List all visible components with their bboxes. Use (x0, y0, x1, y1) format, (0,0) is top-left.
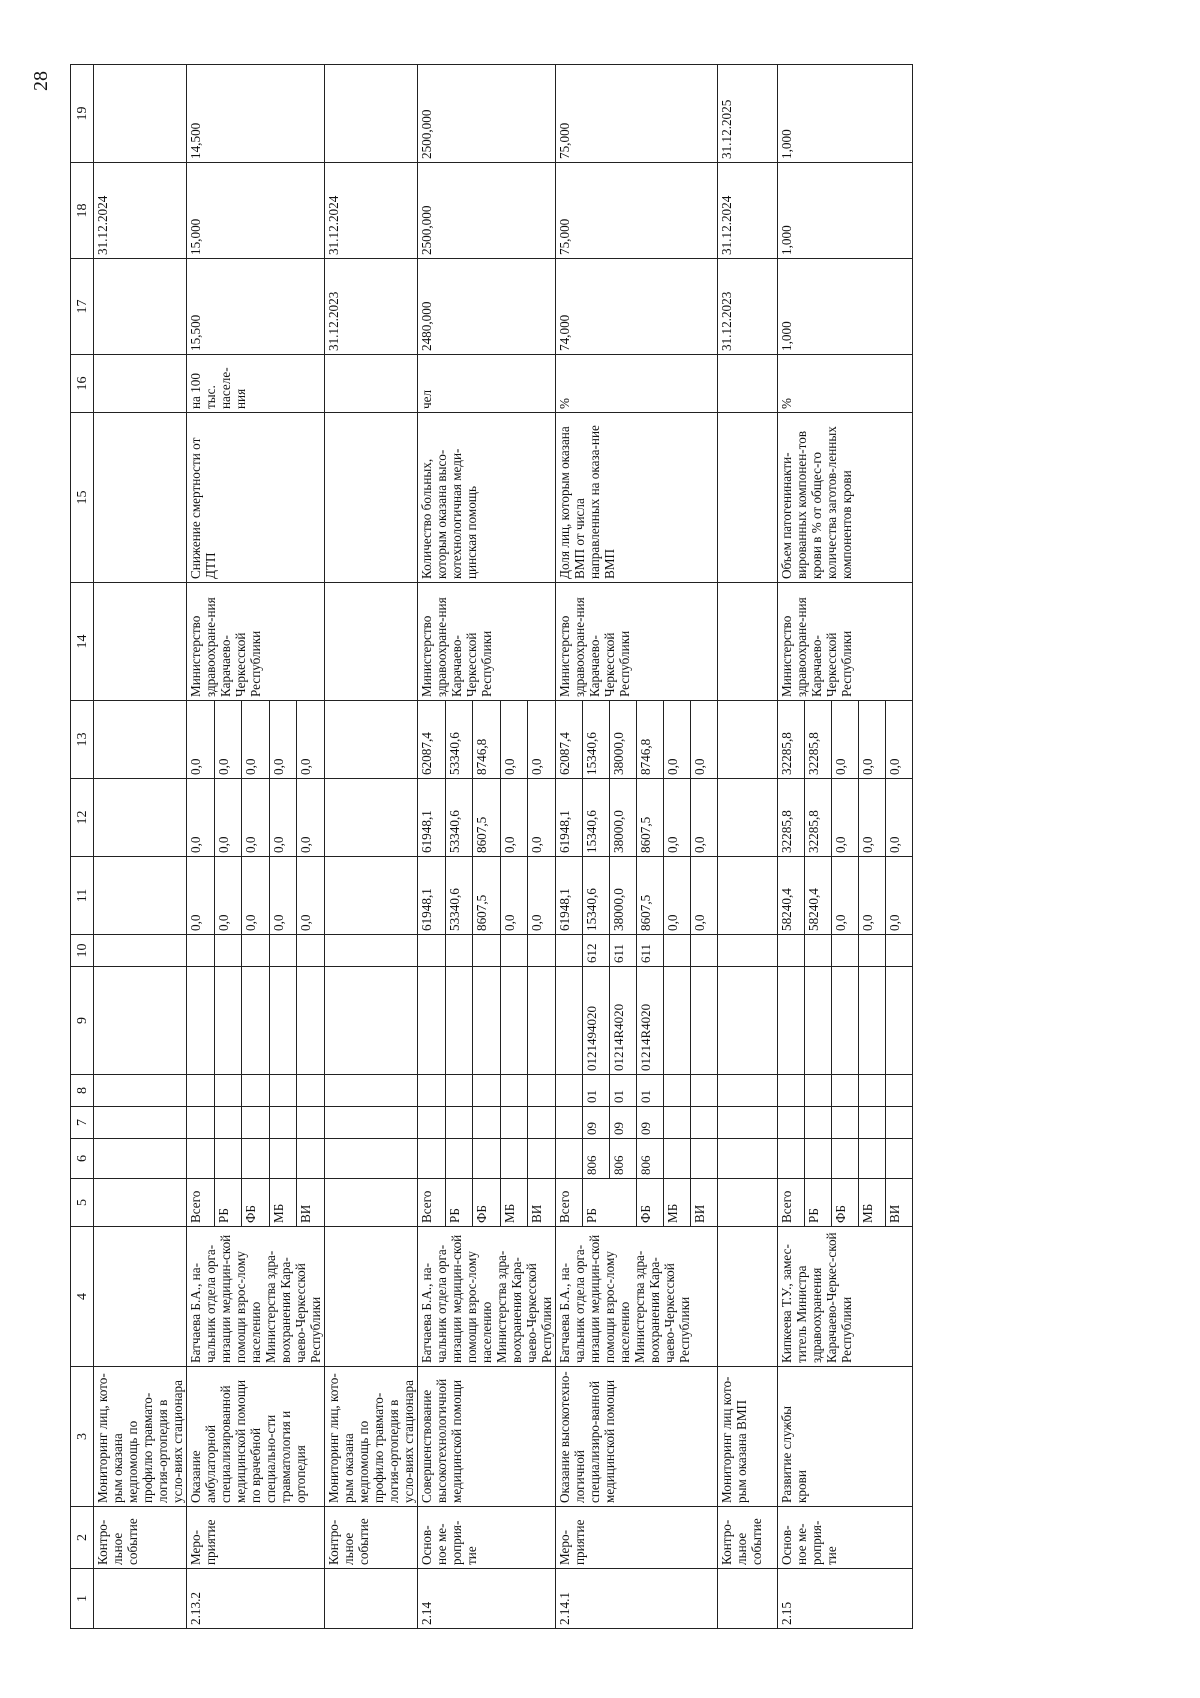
date-value: 31.12.2024 (325, 163, 418, 259)
amount: 0,0 (832, 779, 859, 857)
budget-code: 611 (610, 935, 637, 967)
amount: 0,0 (886, 857, 913, 935)
row-type: Контро-льное событие (325, 1507, 418, 1569)
row-type: Основ-ное ме-роприя-тие (778, 1507, 913, 1569)
row-description: Мониторинг лиц, кото-рым оказана медпомощь по профилю травмато-логия-ортопедия в усло-виях стационара (325, 1367, 418, 1507)
amount: 8607,5 (473, 779, 501, 857)
amount: 0,0 (187, 701, 215, 779)
unit: чел (418, 355, 556, 413)
amount: 0,0 (859, 857, 886, 935)
amount: 0,0 (691, 701, 718, 779)
funding-source: МБ (859, 1179, 886, 1227)
funding-source: ВИ (297, 1179, 325, 1227)
column-header: 7 (71, 1107, 94, 1139)
amount: 0,0 (297, 857, 325, 935)
budget-code: 09 (583, 1107, 610, 1139)
amount: 0,0 (214, 701, 242, 779)
budget-code: 09 (637, 1107, 664, 1139)
amount: 32285,8 (778, 779, 805, 857)
amount: 0,0 (187, 857, 215, 935)
amount: 38000,0 (610, 857, 637, 935)
amount: 32285,8 (805, 701, 832, 779)
funding-source: Всего (778, 1179, 805, 1227)
funding-source: МБ (269, 1179, 297, 1227)
executor: Министерство здравоохране-ния Карачаево-Черкесской Республики (418, 583, 556, 701)
funding-source: Всего (556, 1179, 583, 1227)
amount: 0,0 (664, 701, 691, 779)
amount: 0,0 (297, 701, 325, 779)
table-row (187, 65, 215, 1629)
amount: 32285,8 (778, 701, 805, 779)
row-description: Совершенствование высокотехнологичной медицинской помощи (418, 1367, 556, 1507)
budget-code: 612 (583, 935, 610, 967)
amount: 0,0 (859, 701, 886, 779)
unit: % (778, 355, 913, 413)
amount: 15340,6 (583, 701, 610, 779)
control-event-row (325, 65, 418, 1629)
amount: 61948,1 (418, 779, 446, 857)
column-header: 14 (71, 583, 94, 701)
amount: 0,0 (242, 857, 270, 935)
amount: 62087,4 (418, 701, 446, 779)
budget-code: 806 (610, 1139, 637, 1179)
control-event-row (94, 65, 187, 1629)
budget-code: 01 (610, 1075, 637, 1107)
amount: 53340,6 (445, 779, 473, 857)
amount: 53340,6 (445, 701, 473, 779)
amount: 0,0 (528, 701, 556, 779)
cell (94, 1569, 187, 1629)
column-header: 15 (71, 413, 94, 583)
program-table (70, 64, 913, 1629)
row-description: Оказание высокотехно-логичной специализиро-ванной медицинской помощи (556, 1367, 718, 1507)
amount: 0,0 (691, 779, 718, 857)
budget-code: 01 (583, 1075, 610, 1107)
column-header: 16 (71, 355, 94, 413)
budget-code (556, 1107, 583, 1139)
value-2023: 74,000 (556, 259, 718, 355)
amount: 53340,6 (445, 857, 473, 935)
amount: 0,0 (500, 779, 528, 857)
funding-source: МБ (500, 1179, 528, 1227)
funding-source: ФБ (242, 1179, 270, 1227)
row-number: 2.13.2 (187, 1569, 325, 1629)
rotated-document-page (30, 69, 1130, 1629)
budget-code: 806 (637, 1139, 664, 1179)
budget-code (556, 1075, 583, 1107)
row-type: Контро-льное событие (718, 1507, 778, 1569)
value-2024: 75,000 (556, 163, 718, 259)
amount: 62087,4 (556, 701, 583, 779)
amount: 0,0 (528, 779, 556, 857)
row-number: 2.14 (418, 1569, 556, 1629)
column-header: 13 (71, 701, 94, 779)
funding-source: Всего (187, 1179, 215, 1227)
column-header: 10 (71, 935, 94, 967)
amount: 0,0 (242, 779, 270, 857)
column-header: 6 (71, 1139, 94, 1179)
budget-code (556, 935, 583, 967)
amount: 15340,6 (583, 857, 610, 935)
amount: 0,0 (242, 701, 270, 779)
column-header: 8 (71, 1075, 94, 1107)
amount: 0,0 (297, 779, 325, 857)
unit: % (556, 355, 718, 413)
row-description: Развитие службы крови (778, 1367, 913, 1507)
amount: 0,0 (832, 857, 859, 935)
amount: 0,0 (528, 857, 556, 935)
row-number: 2.15 (778, 1569, 913, 1629)
unit: на 100 тыс. населе-ния (187, 355, 325, 413)
value-2023: 2480,000 (418, 259, 556, 355)
budget-code: 01 (637, 1075, 664, 1107)
amount: 0,0 (886, 701, 913, 779)
amount: 0,0 (500, 701, 528, 779)
executor: Министерство здравоохране-ния Карачаево-Черкесской Республики (556, 583, 718, 701)
funding-source: ФБ (473, 1179, 501, 1227)
indicator: Снижение смертности от ДТП (187, 413, 325, 583)
amount: 61948,1 (556, 779, 583, 857)
page-number: 28 (30, 71, 52, 91)
responsible-person: Батчаева Б.А., на-чальник отдела орга-низации медицин-ской помощи взрос-лому населению Министерства здра-воохранения Кара-чаево-Черкесской Республики (187, 1227, 325, 1367)
amount: 32285,8 (805, 779, 832, 857)
amount: 8746,8 (473, 701, 501, 779)
amount: 0,0 (664, 779, 691, 857)
budget-code (556, 1139, 583, 1179)
funding-source: ФБ (637, 1179, 664, 1227)
row-type: Контро-льное событие (94, 1507, 187, 1569)
amount: 0,0 (664, 857, 691, 935)
column-header: 5 (71, 1179, 94, 1227)
funding-source: Всего (418, 1179, 446, 1227)
control-event-row (718, 65, 778, 1629)
date-value: 31.12.2024 (718, 163, 778, 259)
amount: 8607,5 (473, 857, 501, 935)
amount: 61948,1 (418, 857, 446, 935)
amount: 0,0 (832, 701, 859, 779)
row-type: Меро-приятие (187, 1507, 325, 1569)
value-2023: 15,500 (187, 259, 325, 355)
row-description: Оказание амбулаторной специализированной медицинской помощи по врачебной специально-сти травматология и ортопедия (187, 1367, 325, 1507)
value-2025: 2500,000 (418, 65, 556, 163)
amount: 0,0 (269, 779, 297, 857)
amount: 58240,4 (805, 857, 832, 935)
column-header: 3 (71, 1367, 94, 1507)
budget-code (556, 967, 583, 1075)
amount: 38000,0 (610, 779, 637, 857)
responsible-person: Кипкеева Т.У., замес-титель Министра здравоохранения Карачаево-Черкес-ской Республики (778, 1227, 913, 1367)
column-header: 18 (71, 163, 94, 259)
funding-source: МБ (664, 1179, 691, 1227)
amount: 8607,5 (637, 857, 664, 935)
amount: 0,0 (859, 779, 886, 857)
amount: 0,0 (500, 857, 528, 935)
budget-code: 09 (610, 1107, 637, 1139)
table-row (778, 65, 805, 1629)
amount: 38000,0 (610, 701, 637, 779)
budget-code: 01214R4020 (637, 967, 664, 1075)
amount: 0,0 (187, 779, 215, 857)
budget-code: 806 (583, 1139, 610, 1179)
amount: 8746,8 (637, 701, 664, 779)
row-description: Мониторинг лиц кото-рым оказана ВМП (718, 1367, 778, 1507)
column-number-row (71, 65, 94, 1629)
column-header: 17 (71, 259, 94, 355)
row-number: 2.14.1 (556, 1569, 718, 1629)
funding-source: ВИ (528, 1179, 556, 1227)
amount: 15340,6 (583, 779, 610, 857)
budget-code: 611 (637, 935, 664, 967)
column-header: 9 (71, 967, 94, 1075)
funding-source: ВИ (691, 1179, 718, 1227)
date-value: 31.12.2025 (718, 65, 778, 163)
value-2025: 14,500 (187, 65, 325, 163)
executor: Министерство здравоохране-ния Карачаево-Черкесской Республики (187, 583, 325, 701)
funding-source: РБ (583, 1179, 637, 1227)
funding-source: ФБ (832, 1179, 859, 1227)
row-type: Меро-приятие (556, 1507, 718, 1569)
column-header: 2 (71, 1507, 94, 1569)
amount: 0,0 (269, 857, 297, 935)
column-header: 11 (71, 857, 94, 935)
indicator: Количество больных, которым оказана высо-котехнологичная меди-цинская помощь (418, 413, 556, 583)
amount: 0,0 (691, 857, 718, 935)
amount: 0,0 (886, 779, 913, 857)
table-row (418, 65, 446, 1629)
date-value: 31.12.2024 (94, 163, 187, 259)
funding-source: ВИ (886, 1179, 913, 1227)
responsible-person: Батчаева Б.А., на-чальник отдела орга-низации медицин-ской помощи взрос-лому населению Министерства здра-воохранения Кара-чаево-Черкесской Республики (418, 1227, 556, 1367)
amount: 58240,4 (778, 857, 805, 935)
column-header: 19 (71, 65, 94, 163)
funding-source: РБ (805, 1179, 832, 1227)
indicator: Доля лиц, которым оказана ВМП от числа направленных на оказа-ние ВМП (556, 413, 718, 583)
date-value: 31.12.2023 (325, 259, 418, 355)
amount: 61948,1 (556, 857, 583, 935)
value-2025: 1,000 (778, 65, 913, 163)
value-2024: 2500,000 (418, 163, 556, 259)
budget-code: 01214R4020 (610, 967, 637, 1075)
column-header: 12 (71, 779, 94, 857)
amount: 0,0 (214, 857, 242, 935)
table-row (556, 65, 583, 1629)
row-description: Мониторинг лиц, кото-рым оказана медпомощь по профилю травмато-логия-ортопедия в усло-виях стационара (94, 1367, 187, 1507)
executor: Министерство здравоохране-ния Карачаево-Черкесской Республики (778, 583, 913, 701)
amount: 8607,5 (637, 779, 664, 857)
value-2025: 75,000 (556, 65, 718, 163)
value-2024: 15,000 (187, 163, 325, 259)
value-2024: 1,000 (778, 163, 913, 259)
amount: 0,0 (214, 779, 242, 857)
funding-source: РБ (214, 1179, 242, 1227)
indicator: Объем патогенинакти-вированных компонен-тов крови в % от общес-го количества заготов-ленных компонентов крови (778, 413, 913, 583)
responsible-person: Батчаева Б.А., на-чальник отдела орга-низации медицин-ской помощи взрос-лому населению Министерства здра-воохранения Кара-чаево-Черкесской Республики (556, 1227, 718, 1367)
column-header: 4 (71, 1227, 94, 1367)
funding-source: РБ (445, 1179, 473, 1227)
budget-code: 0121494020 (583, 967, 610, 1075)
amount: 0,0 (269, 701, 297, 779)
column-header: 1 (71, 1569, 94, 1629)
row-type: Основ-ное ме-роприя-тие (418, 1507, 556, 1569)
date-value: 31.12.2023 (718, 259, 778, 355)
value-2023: 1,000 (778, 259, 913, 355)
